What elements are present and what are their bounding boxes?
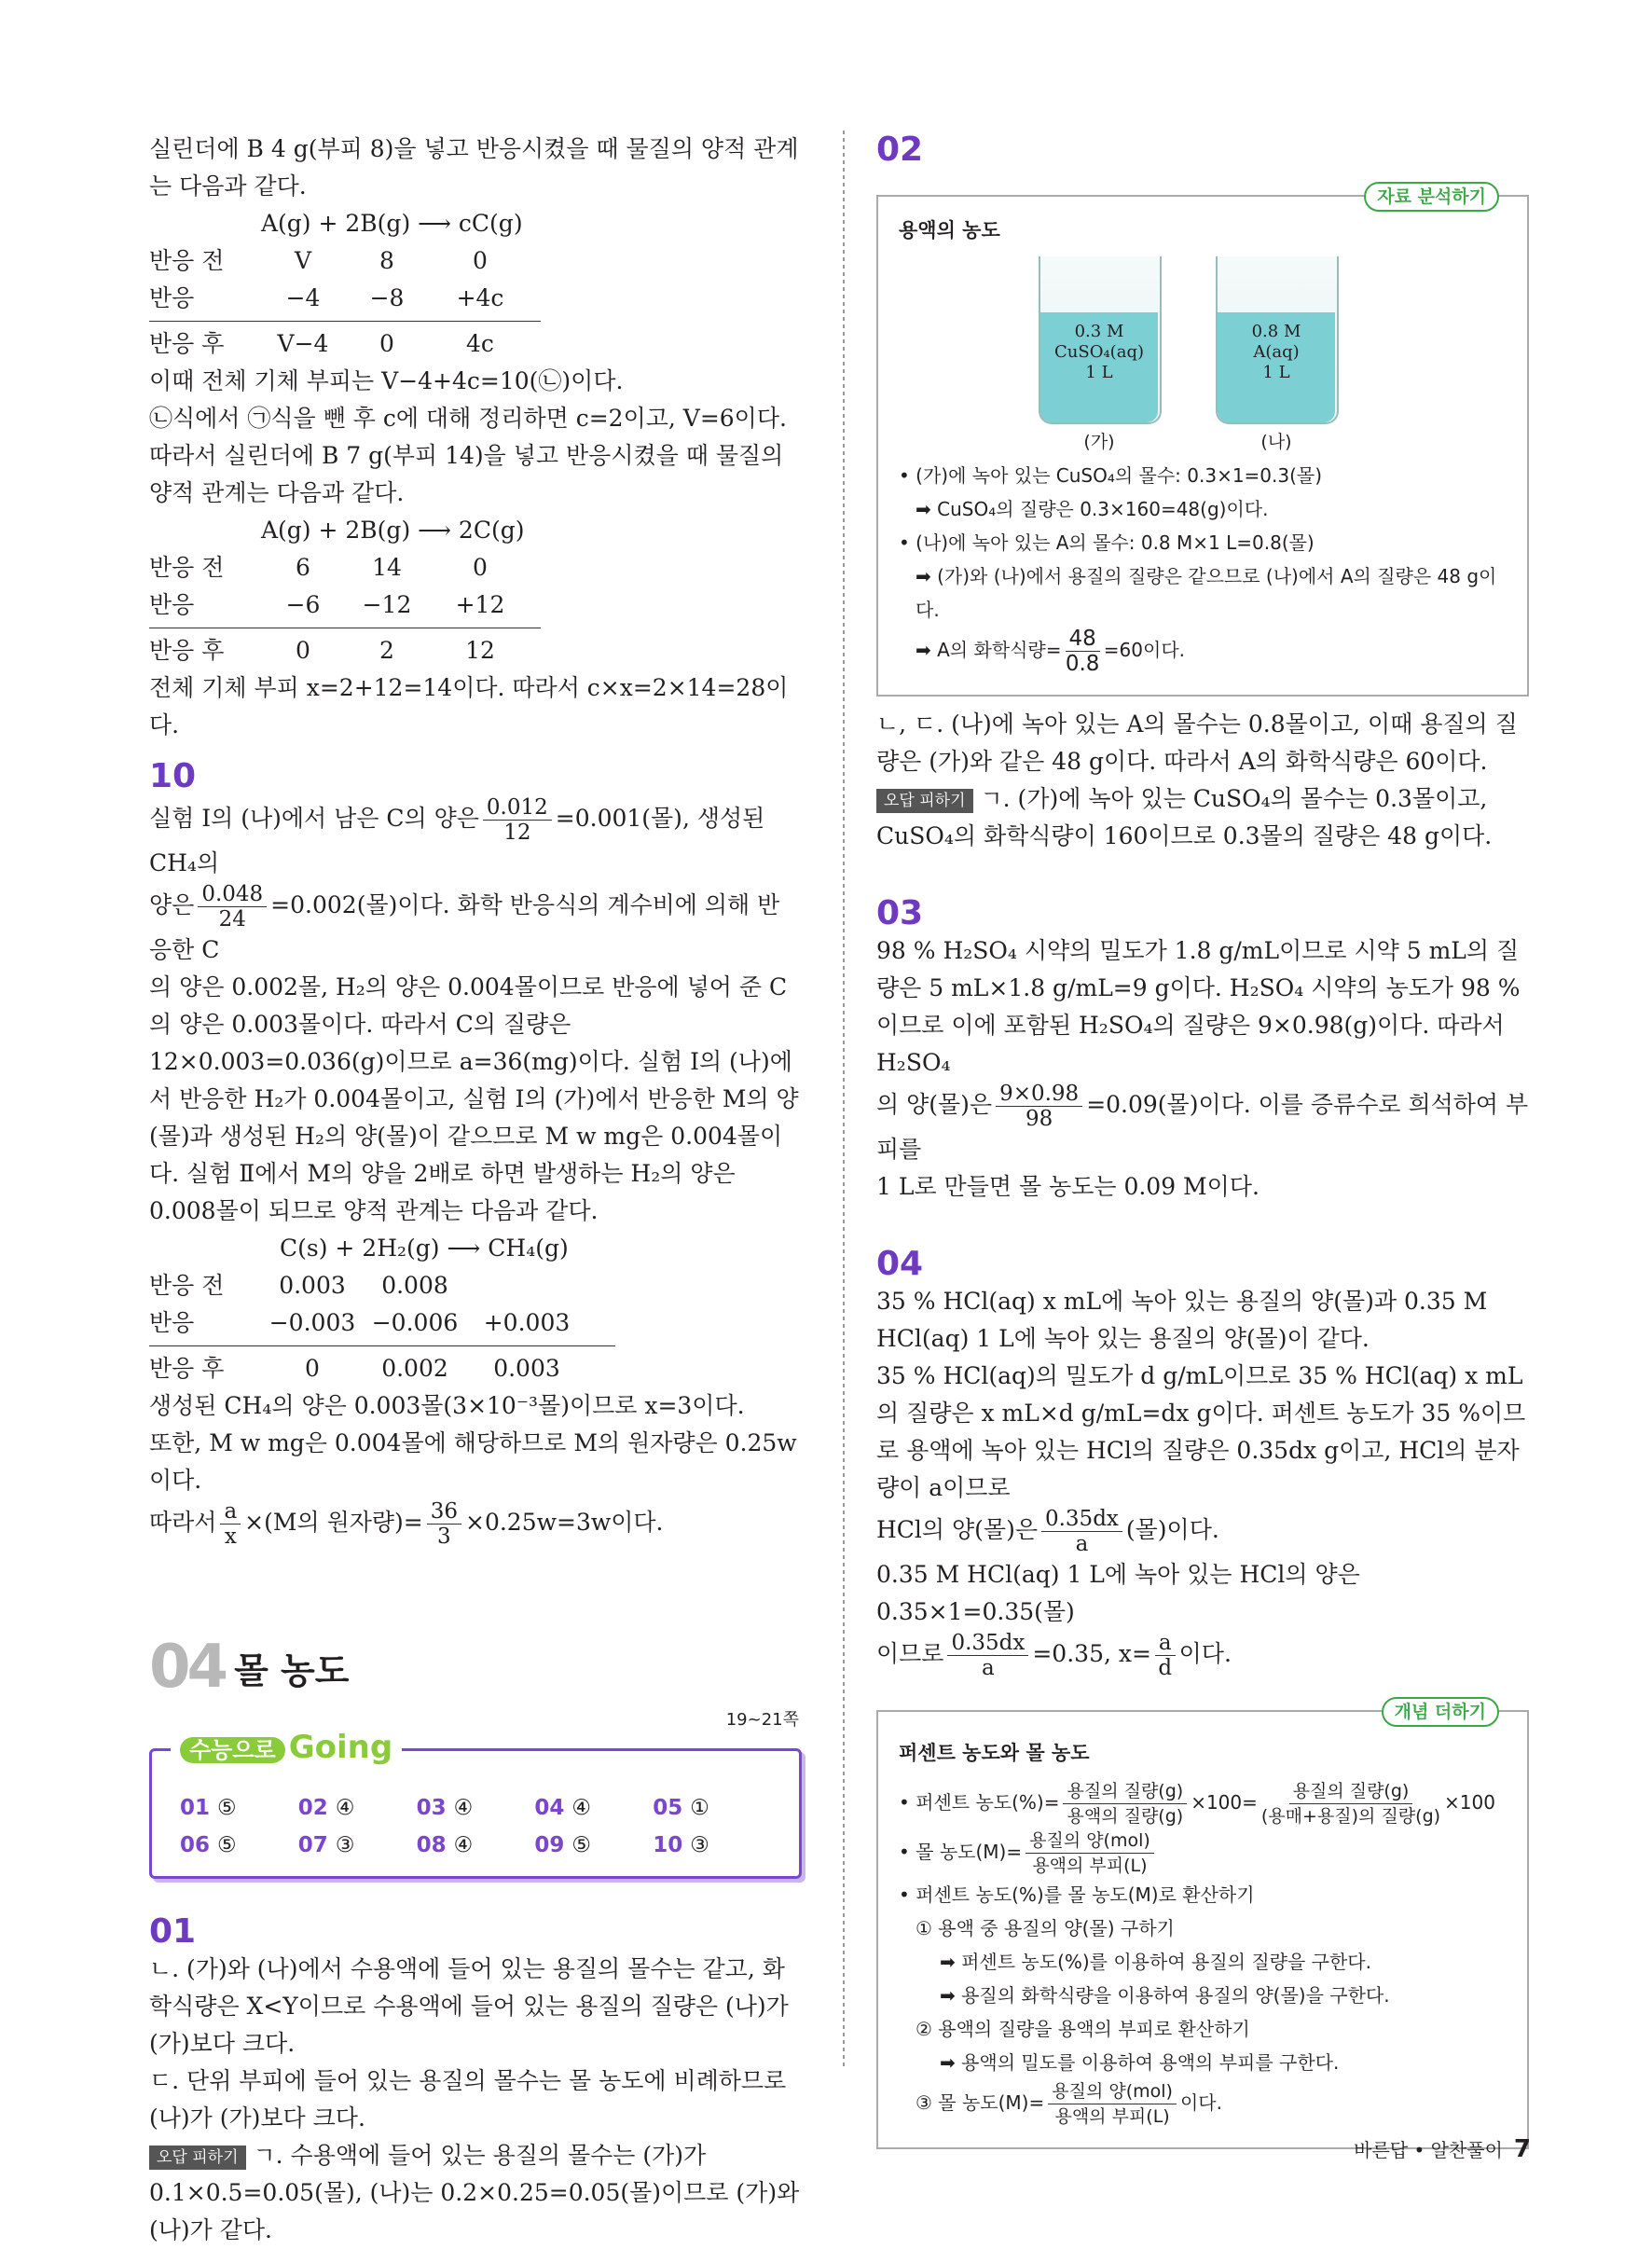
column-divider: [843, 131, 845, 2070]
paragraph: 이때 전체 기체 부피는 V−4+4c=10(㉡)이다.: [149, 367, 624, 394]
box-line: • 퍼센트 농도(%)= $\frac{\text{용질의 질량(g)}}{\text{용액의 질량(g)}}$ ×100= $\frac{\text{용질의 질량(g)}}{\text{(용매+용질)의 질량(g)}}$ ×100: [899, 1781, 1495, 1827]
reaction-equation: A(g) + 2B(g) ⟶ 2C(g): [261, 517, 525, 544]
box-line: ➡ 퍼센트 농도(%)를 이용하여 용질의 질량을 구한다.: [940, 1951, 1371, 1973]
paragraph: 전체 기체 부피 x=2+12=14이다. 따라서 c×x=2×14=28이다.: [149, 674, 789, 738]
question-number-02: 02: [876, 131, 924, 169]
answer-item: 09 ⑤: [534, 1833, 592, 1857]
section-heading: [149, 1633, 802, 1702]
paragraph: 따라서 실린더에 B 7 g(부피 14)을 넣고 반응시켰을 때 물질의 양적 관계는 다음과 같다.: [149, 442, 784, 506]
paragraph: 또한, M w mg은 0.004몰에 해당하므로 M의 원자량은 0.25w이다.: [149, 1429, 797, 1494]
page-range: 19~21쪽: [725, 1710, 799, 1730]
concept-box: [876, 1702, 1529, 2149]
paragraph: ㄴ, ㄷ. (나)에 녹아 있는 A의 몰수는 0.8몰이고, 이때 용질의 질량은 (가)와 같은 48 g이다. 따라서 A의 화학식량은 60이다.: [876, 711, 1518, 775]
answer-item: 04 ④: [534, 1796, 592, 1820]
fraction: $\frac{36}{3}$: [427, 1499, 461, 1549]
answer-item: 10 ③: [653, 1833, 709, 1857]
reaction-table-1: A(g) + 2B(g) ⟶ cC(g) 반응 전 V 8 0 반응 −4 −8 +4c 반응 후 V−4 0 4c: [149, 205, 802, 363]
paragraph: 오답 피하기 ㄱ. (가)에 녹아 있는 CuSO₄의 몰수는 0.3몰이고, CuSO₄의 화학식량이 160이므로 0.3몰의 질량은 48 g이다.: [876, 785, 1493, 849]
data-analysis-label: 자료 분석하기: [1364, 182, 1499, 212]
paragraph: 이므로 $\frac{0.35dx}{a}$ =0.35, x= $\frac{a}{d}$ 이다.: [876, 1631, 1232, 1680]
box-line: • (가)에 녹아 있는 CuSO₄의 몰수: 0.3×1=0.3(몰): [899, 464, 1323, 487]
beakers: [899, 256, 1507, 453]
paragraph: 오답 피하기 ㄱ. 수용액에 들어 있는 용질의 몰수는 (가)가 0.1×0.5=0.05(몰), (나)는 0.2×0.25=0.05(몰)이므로 (가)와 (나)가 같다.: [149, 2142, 800, 2243]
answer-key-box: [149, 1710, 802, 1879]
box-line: ③ 몰 농도(M)= $\frac{\text{용질의 양(mol)}}{\text{용액의 부피(L)}}$ 이다.: [915, 2081, 1222, 2127]
going-logo: 수능으로 Going: [171, 1729, 402, 1766]
paragraph: 생성된 CH₄의 양은 0.003몰(3×10⁻³몰)이므로 x=3이다.: [149, 1392, 745, 1419]
question-number-04: 04: [876, 1245, 924, 1283]
concept-label: 개념 더하기: [1382, 1697, 1499, 1727]
left-column: [149, 131, 802, 2249]
paragraph: 0.35 M HCl(aq) 1 L에 녹아 있는 HCl의 양은 0.35×1=0.35(몰): [876, 1561, 1360, 1625]
box-line: ➡ 용질의 화학식량을 이용하여 용질의 양(몰)을 구한다.: [940, 1984, 1390, 2007]
box-line: ➡ (가)와 (나)에서 용질의 질량은 같으므로 (나)에서 A의 질량은 48 g이다.: [915, 565, 1497, 621]
fraction: $\frac{a}{x}$: [220, 1499, 241, 1549]
box-line: ➡ CuSO₄의 질량은 0.3×160=48(g)이다.: [915, 498, 1269, 520]
paragraph: ㉡식에서 ㉠식을 뺀 후 c에 대해 정리하면 c=2이고, V=6이다.: [149, 405, 787, 432]
paragraph: ㄷ. 단위 부피에 들어 있는 용질의 몰수는 몰 농도에 비례하므로 (나)가 (가)보다 크다.: [149, 2067, 787, 2132]
reaction-table-2: A(g) + 2B(g) ⟶ 2C(g) 반응 전 6 14 0 반응 −6 −12 +12 반응 후 0 2 12: [149, 512, 802, 669]
box-line: • 퍼센트 농도(%)를 몰 농도(M)로 환산하기: [899, 1883, 1255, 1906]
paragraph: ㄴ. (가)와 (나)에서 수용액에 들어 있는 용질의 몰수는 같고, 화학식량은 X<Y이므로 수용액에 들어 있는 용질의 질량은 (나)가 (가)보다 크다.: [149, 1955, 789, 2057]
page-number: 7: [1513, 2135, 1531, 2163]
fraction: $\frac{0.048}{24}$: [198, 882, 267, 931]
paragraph: 의 양은 0.002몰, H₂의 양은 0.004몰이므로 반응에 넣어 준 C의 양은 0.003몰이다. 따라서 C의 질량은 12×0.003=0.036(g)이므로 a=36(mg)이다. 실험 Ⅰ의 (나)에서 반응한 H₂가 0.004몰이고, 실험 Ⅰ의 (가)에서 반응한 M의 양(몰)과 생성된 H₂의 양(몰)이 같으므로 M w mg은 0.004몰이다. 실험 Ⅱ에서 M의 양을 2배로 하면 발생하는 H₂의 양은 0.008몰이 되므로 양적 관계는 다음과 같다.: [149, 973, 799, 1224]
right-column: [876, 131, 1529, 2149]
box-title: 용액의 농도: [899, 219, 1000, 241]
paragraph: HCl의 양(몰)은 $\frac{0.35dx}{a}$ (몰)이다.: [876, 1507, 1219, 1556]
reaction-equation: A(g) + 2B(g) ⟶ cC(g): [261, 210, 523, 237]
paragraph: 양은 $\frac{0.048}{24}$ =0.002(몰)이다. 화학 반응식의 계수비에 의해 반응한 C: [149, 882, 780, 963]
answer-item: 01 ⑤: [180, 1796, 237, 1820]
reaction-table-3: C(s) + 2H₂(g) ⟶ CH₄(g) 반응 전 0.003 0.008 반응 −0.003 −0.006 +0.003 반응 후 0 0.002 0.003: [149, 1230, 802, 1387]
answer-item: 03 ④: [416, 1796, 474, 1820]
box-title: 퍼센트 농도와 몰 농도: [899, 1742, 1090, 1764]
beaker-b: 0.8 M A(aq) 1 L (나): [1216, 256, 1337, 453]
question-number-01: 01: [149, 1912, 197, 1951]
reaction-equation: C(s) + 2H₂(g) ⟶ CH₄(g): [280, 1235, 569, 1262]
answer-item: 02 ④: [297, 1796, 355, 1820]
section-number: 04: [149, 1633, 226, 1702]
beaker-a: 0.3 M CuSO₄(aq) 1 L (가): [1039, 256, 1160, 453]
paragraph: 실험 Ⅰ의 (나)에서 남은 C의 양은 $\frac{0.012}{12}$ =0.001(몰), 생성된 CH₄의: [149, 795, 765, 876]
question-number-10: 10: [149, 757, 197, 795]
paragraph: 따라서 $\frac{a}{x}$ ×(M의 원자량)= $\frac{36}{3}$ ×0.25w=3w이다.: [149, 1499, 664, 1549]
data-analysis-box: [876, 186, 1529, 697]
paragraph: 35 % HCl(aq)의 밀도가 d g/mL이므로 35 % HCl(aq) x mL의 질량은 x mL×d g/mL=dx g이다. 퍼센트 농도가 35 %이므로 용액에 녹아 있는 HCl의 질량은 0.35dx g이고, HCl의 분자량이 a이므로: [876, 1362, 1526, 1501]
paragraph: 1 L로 만들면 몰 농도는 0.09 M이다.: [876, 1173, 1260, 1200]
wrong-answer-tag: 오답 피하기: [876, 789, 973, 813]
box-line: ② 용액의 질량을 용액의 부피로 환산하기: [915, 2018, 1250, 2040]
question-number-03: 03: [876, 894, 924, 932]
answer-item: 06 ⑤: [180, 1833, 237, 1857]
answer-item: 05 ①: [653, 1796, 709, 1820]
fraction: $\frac{0.012}{12}$: [483, 795, 552, 845]
box-line: ➡ A의 화학식량= $\frac{48}{0.8}$ =60이다.: [915, 627, 1186, 676]
paragraph: 98 % H₂SO₄ 시약의 밀도가 1.8 g/mL이므로 시약 5 mL의 질량은 5 mL×1.8 g/mL=9 g이다. H₂SO₄ 시약의 농도가 98 %이므로 이에 포함된 H₂SO₄의 질량은 9×0.98(g)이다. 따라서 H₂SO₄: [876, 937, 1521, 1076]
box-line: ➡ 용액의 밀도를 이용하여 용액의 부피를 구한다.: [940, 2051, 1340, 2074]
box-line: ① 용액 중 용질의 양(몰) 구하기: [915, 1917, 1175, 1939]
box-line: • (나)에 녹아 있는 A의 몰수: 0.8 M×1 L=0.8(몰): [899, 531, 1315, 554]
answer-grid: [180, 1796, 771, 1857]
paragraph: 실린더에 B 4 g(부피 8)을 넣고 반응시켰을 때 물질의 양적 관계는 다음과 같다.: [149, 135, 799, 200]
answer-item: 07 ③: [297, 1833, 355, 1857]
box-line: • 몰 농도(M)= $\frac{\text{용질의 양(mol)}}{\text{용액의 부피(L)}}$: [899, 1828, 1507, 1878]
answer-item: 08 ④: [416, 1833, 474, 1857]
wrong-answer-tag: 오답 피하기: [149, 2146, 246, 2170]
paragraph: 의 양(몰)은 $\frac{9\times 0.98}{98}$ =0.09(몰)이다. 이를 증류수로 희석하여 부피를: [876, 1082, 1529, 1163]
section-title: 몰 농도: [234, 1649, 350, 1691]
paragraph: 35 % HCl(aq) x mL에 녹아 있는 용질의 양(몰)과 0.35 M HCl(aq) 1 L에 녹아 있는 용질의 양(몰)이 같다.: [876, 1288, 1488, 1352]
page-footer: [1354, 2135, 1531, 2163]
footer-text: 바른답 • 알찬풀이: [1354, 2139, 1503, 2161]
